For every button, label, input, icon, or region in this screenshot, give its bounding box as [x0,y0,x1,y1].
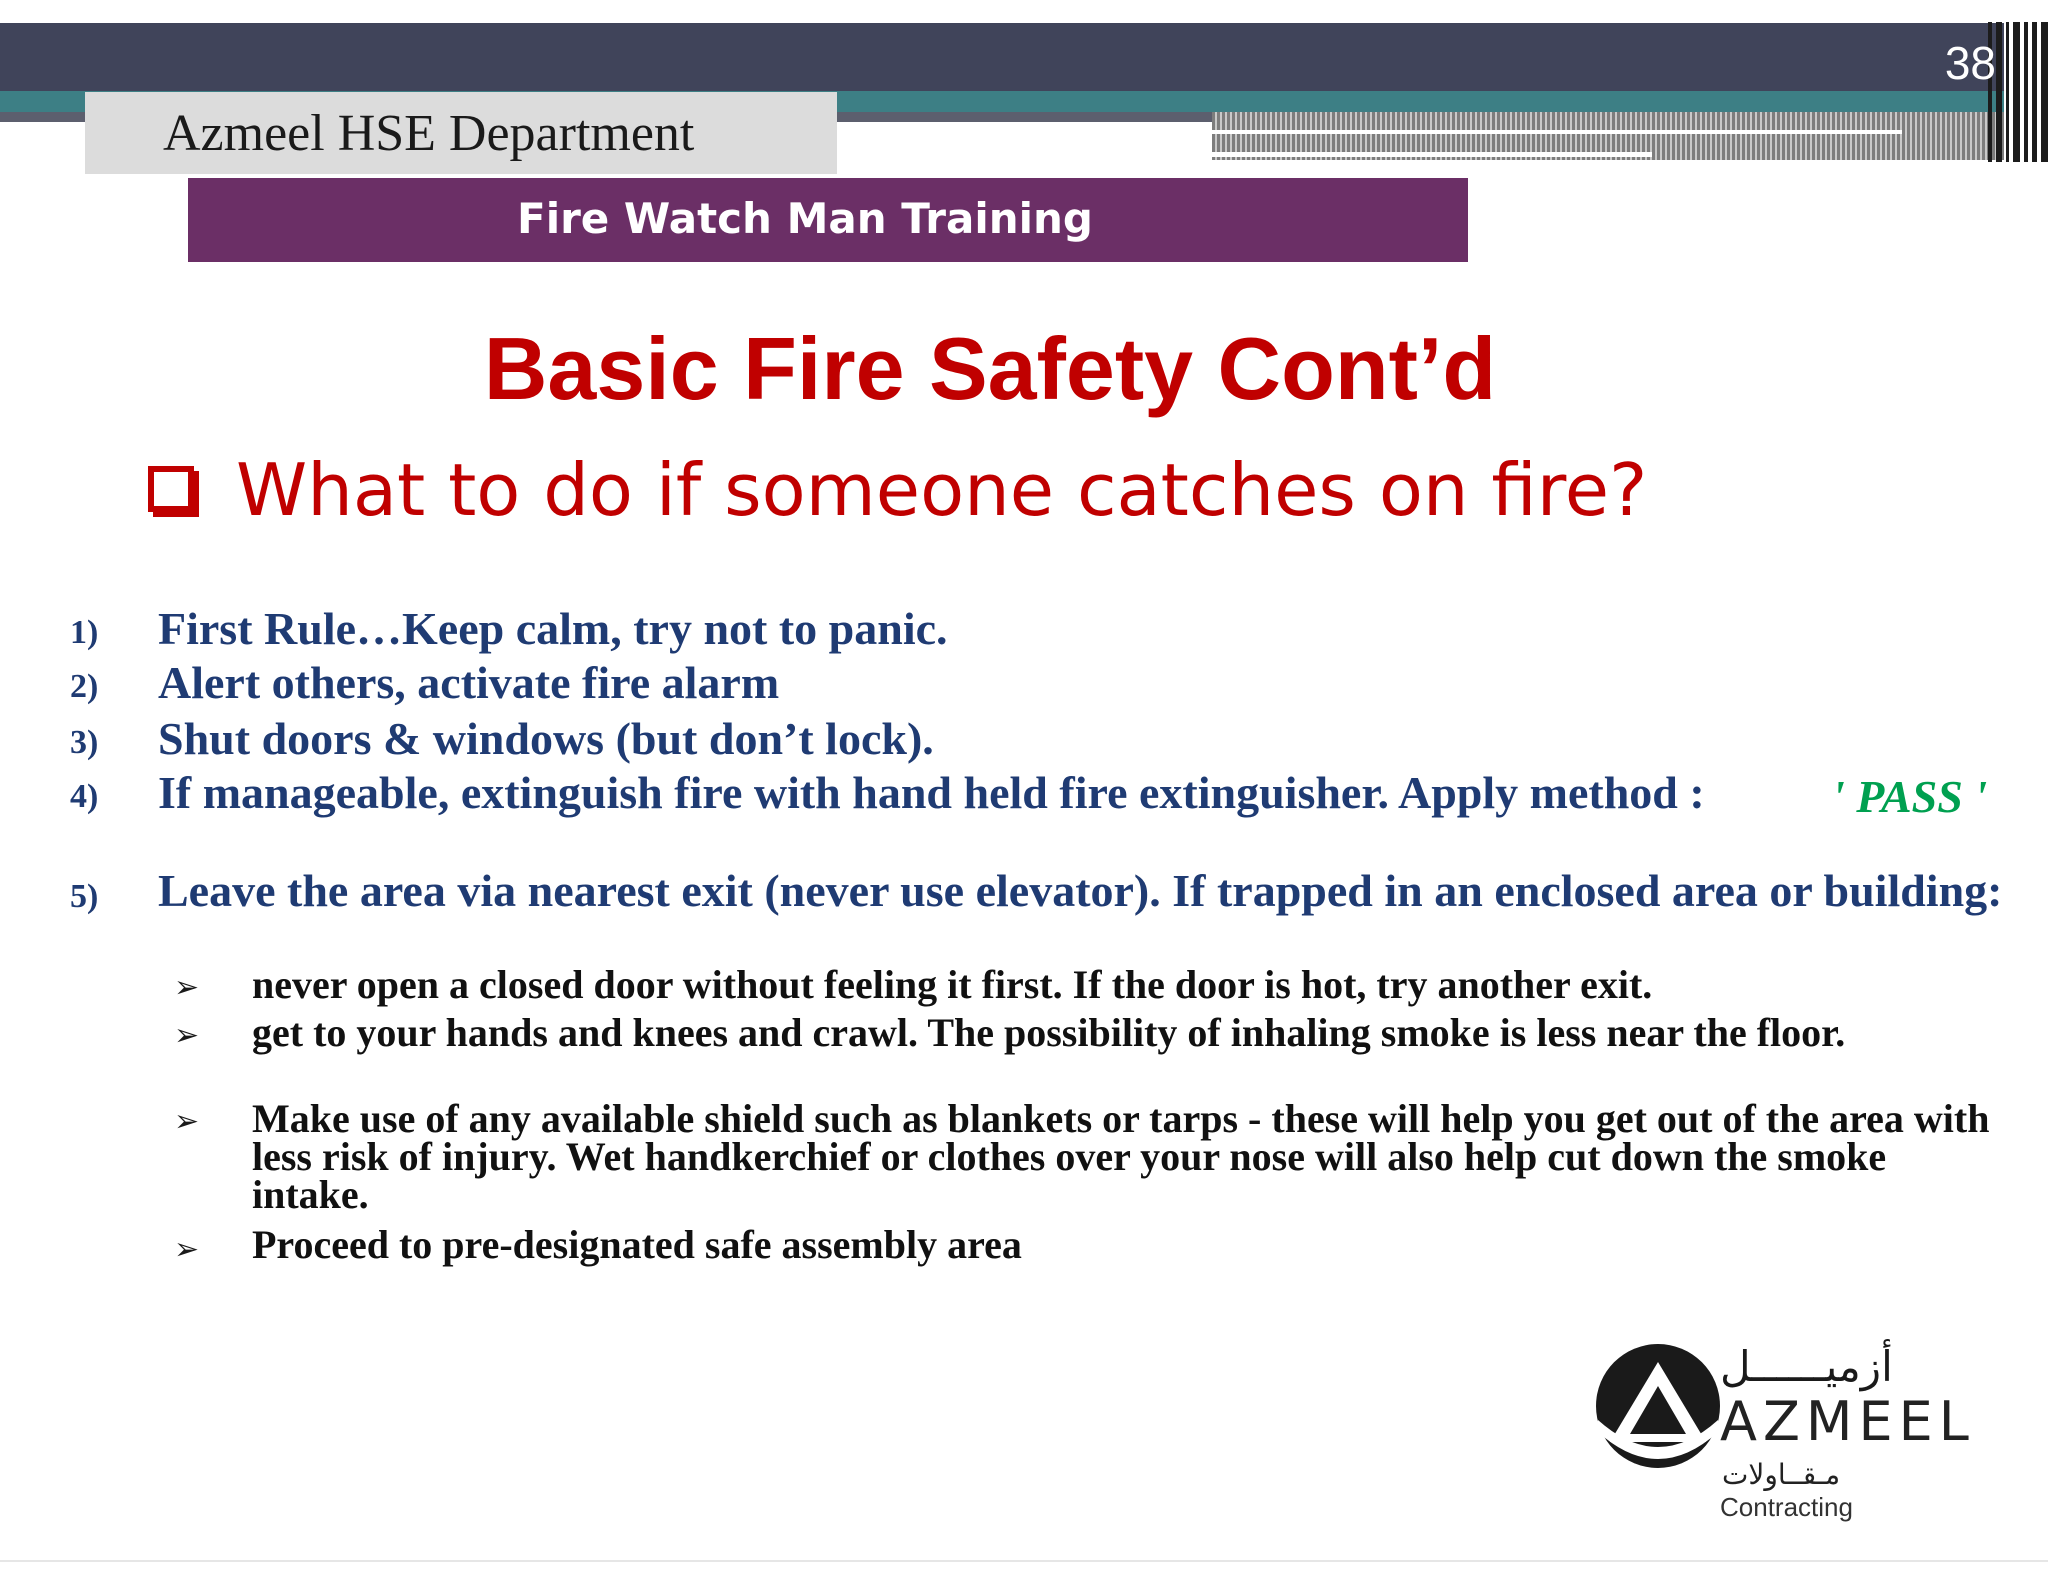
slide-number: 38 [1944,37,1996,89]
logo-arabic-subtitle: مـقــاولات [1722,1458,1841,1491]
step-number: 1) [70,614,99,651]
header-rule-short [1212,152,1652,157]
logo-arabic-name: أزميــــــل [1720,1342,1893,1391]
step-number: 5) [70,878,99,915]
training-banner [188,178,1468,262]
sub-step-text: Make use of any available shield such as blankets or tarps - these will help you get out of the area with less risk of injury. Wet handkerchief or clothes over your nose will also help cut down the smoke intake. [252,1096,1990,1217]
logo-subtitle: Contracting [1720,1492,1853,1522]
department-name: Azmeel HSE Department [163,105,695,162]
sub-step-text: never open a closed door without feeling it first. If the door is hot, try another exit. [252,962,1653,1007]
sub-step-text: Proceed to pre-designated safe assembly area [252,1222,1022,1267]
step-number: 4) [70,778,99,815]
checkbox-bullet-icon [148,466,194,512]
header-bar [0,23,2004,95]
footer-divider [0,1560,2048,1562]
header-rule [1212,130,1902,134]
step-text: Leave the area via nearest exit (never use elevator). If trapped in an enclosed area or building: [158,865,2003,916]
step-text: Alert others, activate fire alarm [158,657,780,708]
slide-title: Basic Fire Safety Cont’d [483,319,1497,418]
step-text: Shut doors & windows (but don’t lock). [158,713,934,764]
step-number: 2) [70,668,99,705]
department-banner [85,92,837,174]
arrow-bullet-icon: ➢ [174,1232,200,1267]
step-number: 3) [70,724,99,761]
arrow-bullet-icon: ➢ [174,970,200,1005]
step-text: First Rule…Keep calm, try not to panic. [158,603,948,654]
header-stripes-decoration [1988,22,2048,162]
step-text: If manageable, extinguish fire with hand held fire extinguisher. Apply method : [158,767,1705,818]
pass-method-highlight: ' PASS ' [1832,771,1988,822]
training-title: Fire Watch Man Training [517,194,1093,243]
logo-name: AZMEEL [1720,1390,1975,1453]
question-heading: What to do if someone catches on fire? [236,448,1648,532]
arrow-bullet-icon: ➢ [174,1018,200,1053]
sub-step-text: get to your hands and knees and crawl. The possibility of inhaling smoke is less near the floor. [252,1010,1846,1055]
arrow-bullet-icon: ➢ [174,1104,200,1139]
